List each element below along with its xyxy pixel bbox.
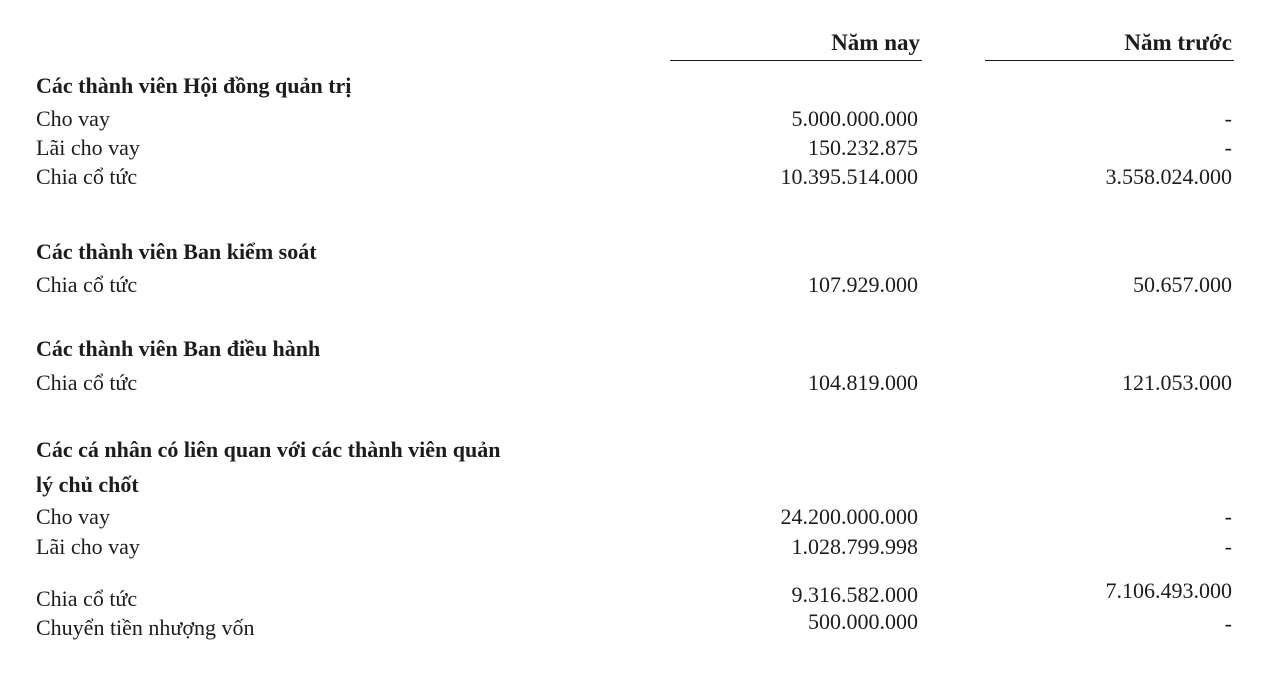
current-year-value: 150.232.875 [808, 135, 918, 160]
table-row [36, 270, 1236, 300]
group-title-line-1: Các cá nhân có liên quan với các thành viên quản [36, 437, 501, 462]
previous-year-value: 121.053.000 [1122, 370, 1232, 395]
group-title-row [36, 470, 1236, 500]
row-label: Chia cổ tức [36, 586, 138, 611]
group-title: Các thành viên Ban kiểm soát [36, 239, 317, 264]
row-label: Chuyển tiền nhượng vốn [36, 615, 255, 640]
table-row [36, 368, 1236, 398]
column-header-rule-current-year [670, 60, 922, 61]
row-label: Lãi cho vay [36, 135, 140, 160]
group-title: Các thành viên Ban điều hành [36, 336, 321, 361]
group-title: Các thành viên Hội đồng quản trị [36, 73, 352, 98]
current-year-value: 10.395.514.000 [780, 164, 918, 189]
previous-year-value: - [1224, 611, 1232, 636]
row-label: Cho vay [36, 504, 110, 529]
group-title-row [36, 334, 1236, 364]
current-year-value: 1.028.799.998 [791, 534, 918, 559]
current-year-value: 107.929.000 [808, 272, 918, 297]
current-year-value: 104.819.000 [808, 370, 918, 395]
previous-year-value: - [1224, 504, 1232, 529]
previous-year-value: 3.558.024.000 [1105, 164, 1232, 189]
column-header-rule-previous-year [985, 60, 1234, 61]
previous-year-value: - [1224, 135, 1232, 160]
table-row [36, 532, 1236, 562]
column-header-current-year: Năm nay [831, 30, 920, 55]
group-title-row [36, 237, 1236, 267]
row-label: Chia cổ tức [36, 370, 138, 395]
previous-year-value: 7.106.493.000 [1105, 578, 1232, 603]
previous-year-value: 50.657.000 [1133, 272, 1232, 297]
group-title-row [36, 435, 1236, 465]
column-header-previous-year: Năm trước [1124, 30, 1232, 55]
row-label: Chia cổ tức [36, 272, 138, 297]
previous-year-value: - [1224, 534, 1232, 559]
current-year-value: 9.316.582.000 [791, 582, 918, 607]
current-year-value: 5.000.000.000 [791, 106, 918, 131]
table-row [36, 578, 1236, 614]
previous-year-value: - [1224, 106, 1232, 131]
group-title-row [36, 71, 1236, 101]
group-title-line-2: lý chủ chốt [36, 472, 139, 497]
table-row [36, 162, 1236, 192]
table-row [36, 502, 1236, 532]
table-row [36, 133, 1236, 163]
row-label: Chia cổ tức [36, 164, 138, 189]
row-label: Lãi cho vay [36, 534, 140, 559]
current-year-value: 500.000.000 [808, 609, 918, 634]
current-year-value: 24.200.000.000 [780, 504, 918, 529]
table-row [36, 104, 1236, 134]
table-row [36, 609, 1236, 643]
row-label: Cho vay [36, 106, 110, 131]
